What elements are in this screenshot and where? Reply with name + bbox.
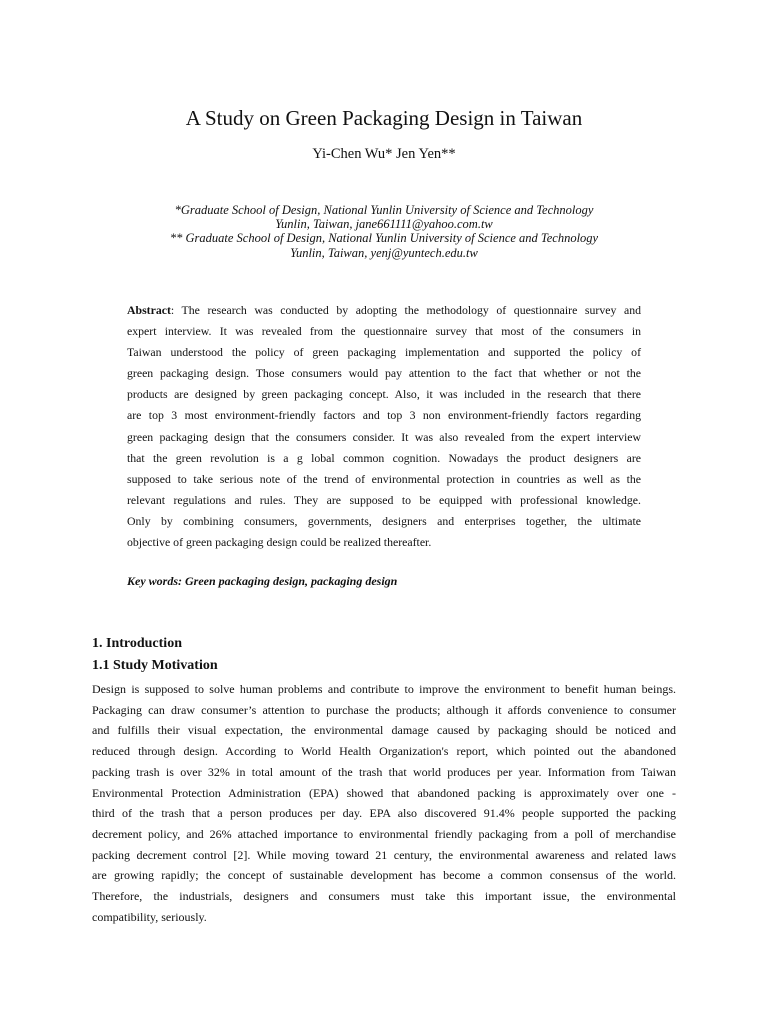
body-line: compatibility, seriously. [92,909,207,924]
abstract-block [127,300,641,553]
section-heading: 1. Introduction [92,636,182,651]
abstract-label: Abstract [127,303,171,317]
body-line: decrement policy, and 26% attached importance to environmental friendly packaging from a poll of merchandise [92,826,676,841]
body-line: packing decrement control [2]. While moving toward 21 century, the environmental awareness and related laws [92,847,676,862]
abstract-line: are top 3 most environment-friendly factors and top 3 non environment-friendly factors regarding [127,408,641,423]
affiliation-line: *Graduate School of Design, National Yunlin University of Science and Technology [174,203,594,217]
body-line: packing trash is over 32% in total amount of the trash that world produces per year. Information from Taiwan [92,764,676,779]
body-line: Environmental Protection Administration (EPA) showed that abandoned packing is approximately over one - [92,785,676,800]
affiliation-line: Yunlin, Taiwan, yenj@yuntech.edu.tw [290,245,478,260]
abstract-line: products are designed by green packaging concept. Also, it was included in the research that there [127,387,641,402]
abstract-line: expert interview. It was revealed from the questionnaire survey that most of the consumers in [127,324,641,339]
keywords: Key words: Green packaging design, packaging design [127,574,398,588]
body-line: Therefore, the industrials, designers and consumers must take this important issue, the environmental [92,889,676,904]
paper-title: A Study on Green Packaging Design in Taiwan [185,106,583,130]
paper-authors: Yi-Chen Wu* Jen Yen** [312,146,456,162]
body-line: third of the trash that a person produces per day. EPA also discovered 91.4% people supported the packing [92,806,676,821]
abstract-line [127,300,641,321]
abstract-line: relevant regulations and rules. They are supposed to be equipped with professional knowledge. [127,492,641,507]
body-line: Design is supposed to solve human problems and contribute to improve the environment to benefit human beings. [92,682,676,696]
abstract-line: green packaging design. Those consumers would pay attention to the fact that whether or not the [127,366,641,381]
abstract-text: : The research was conducted by adopting the methodology of questionnaire survey and [170,303,641,317]
abstract-line: Taiwan understood the policy of green packaging implementation and supported the policy of [127,345,641,360]
subsection-heading: 1.1 Study Motivation [92,658,218,673]
abstract-line: Only by combining consumers, governments, designers and enterprises together, the ultimate [127,513,641,528]
body-line: reduced through design. According to World Health Organization's report, which pointed out the abandoned [92,744,676,759]
introduction-body [92,679,676,927]
body-line: and fulfills their visual expectation, the environmental damage caused by packaging should be noticed and [92,723,676,738]
affiliations-block [0,203,768,260]
affiliation-line: Yunlin, Taiwan, jane661111@yahoo.com.tw [275,217,493,232]
body-line: Packaging can draw consumer’s attention to purchase the products; although it affords convenience to consumer [92,702,676,717]
body-line: are growing rapidly; the concept of sustainable development has become a common consensus of the world. [92,868,676,883]
abstract-line: objective of green packaging design could be realized thereafter. [127,535,432,550]
abstract-line: supposed to take serious note of the trend of environmental protection in countries as well as the [127,471,641,486]
abstract-line: green packaging design that the consumers consider. It was also revealed from the expert interview [127,429,641,444]
affiliation-line: ** Graduate School of Design, National Yunlin University of Science and Technology [169,231,599,246]
abstract-line: that the green revolution is a g lobal common cognition. Nowadays the product designers are [127,450,641,465]
